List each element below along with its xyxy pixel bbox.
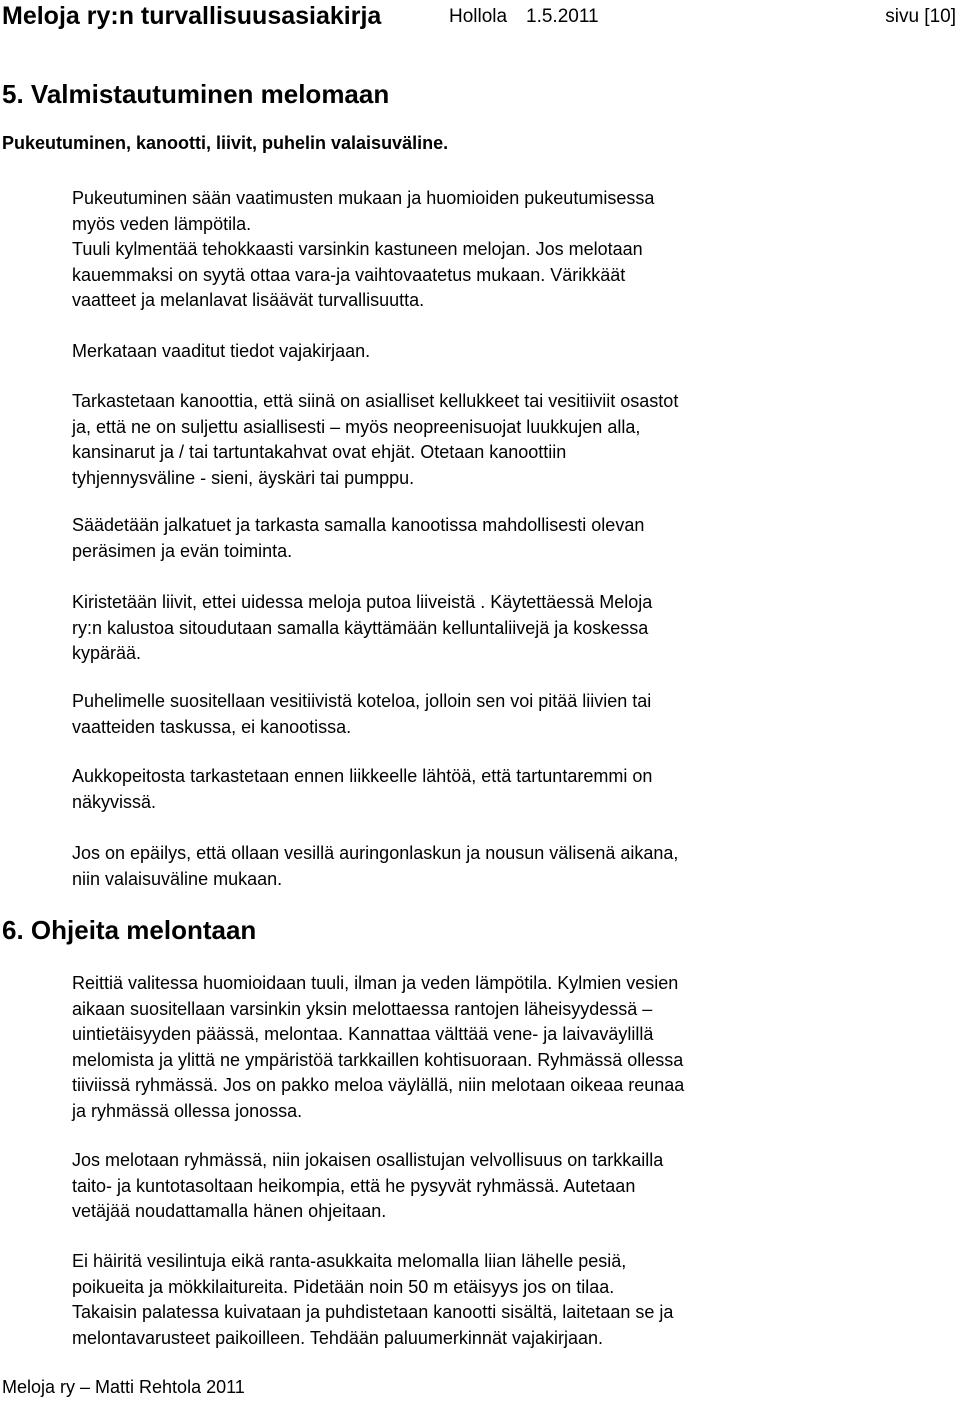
header-place: Hollola [449, 6, 508, 27]
section-5-heading: 5. Valmistautuminen melomaan [2, 79, 390, 109]
paragraph: Jos melotaan ryhmässä, niin jokaisen osallistujan velvollisuus on tarkkailla taito- ja kuntotasoltaan heikompia, että he pysyvät ryhmässä. Autetaan vetäjää noudattamalla hänen ohjeitaan. [72, 1150, 664, 1221]
paragraph: Ei häiritä vesilintuja eikä ranta-asukkaita melomalla liian lähelle pesiä, poikueita ja mökkilaitureita. Pidetään noin 50 m etäisyys jos on tilaa. Takaisin palatessa kuivataan ja puhdistetaan kanootti sisältä, laitetaan se ja melontavarusteet paikoilleen. Tehdään paluumerkinnät vajakirjaan. [72, 1251, 674, 1348]
paragraph: Merkataan vaaditut tiedot vajakirjaan. [72, 341, 371, 361]
paragraph: Reittiä valitessa huomioidaan tuuli, ilman ja veden lämpötila. Kylmien vesien aikaan suositellaan varsinkin yksin melottaessa rantojen läheisyydessä – uintietäisyyden päässä, melontaa. Kannattaa välttää vene- ja laivaväylillä melomista ja ylittä ne ympäristöä tarkkaillen kohtisuoraan. Ryhmässä ollessa tiiviissä ryhmässä. Jos on pakko meloa väylällä, niin melotaan oikeaa reunaa ja ryhmässä ollessa jonossa. [72, 973, 685, 1121]
paragraph: Pukeutuminen sään vaatimusten mukaan ja huomioiden pukeutumisessa myös veden lämpötila. Tuuli kylmentää tehokkaasti varsinkin kastuneen melojan. Jos melotaan kauemmaksi on syytä ottaa vara-ja vaihtovaatetus mukaan. Värikkäät vaatteet ja melanlavat lisäävät turvallisuutta. [72, 188, 655, 310]
paragraph: Puhelimelle suositellaan vesitiivistä koteloa, jolloin sen voi pitää liivien tai vaatteiden taskussa, ei kanootissa. [72, 691, 652, 737]
page-footer: Meloja ry – Matti Rehtola 2011 [2, 1377, 245, 1397]
document-title: Meloja ry:n turvallisuusasiakirja [2, 2, 382, 30]
section-5-subheading: Pukeutuminen, kanootti, liivit, puhelin valaisuväline. [2, 133, 449, 153]
paragraph: Säädetään jalkatuet ja tarkasta samalla kanootissa mahdollisesti olevan peräsimen ja evän toiminta. [72, 515, 645, 561]
paragraph: Tarkastetaan kanoottia, että siinä on asialliset kellukkeet tai vesitiiviit osastot ja, että ne on suljettu asiallisesti – myös neopreenisuojat luukkujen alla, kansinarut ja / tai tartuntakahvat ovat ehjät. Otetaan kanoottiin tyhjennysväline - sieni, äyskäri tai pumppu. [72, 391, 679, 488]
page-number: sivu [10] [885, 6, 956, 27]
paragraph: Kiristetään liivit, ettei uidessa meloja putoa liiveistä . Käytettäessä Meloja ry:n kalustoa sitoudutaan samalla käyttämään kelluntaliivejä ja koskessa kypärää. [72, 592, 653, 663]
section-6-heading: 6. Ohjeita melontaan [2, 915, 257, 945]
header-date: 1.5.2011 [526, 6, 599, 27]
paragraph: Jos on epäilys, että ollaan vesillä auringonlaskun ja nousun välisenä aikana, niin valaisuväline mukaan. [72, 843, 679, 889]
page-header [0, 0, 960, 40]
paragraph: Aukkopeitosta tarkastetaan ennen liikkeelle lähtöä, että tartuntaremmi on näkyvissä. [72, 766, 653, 812]
